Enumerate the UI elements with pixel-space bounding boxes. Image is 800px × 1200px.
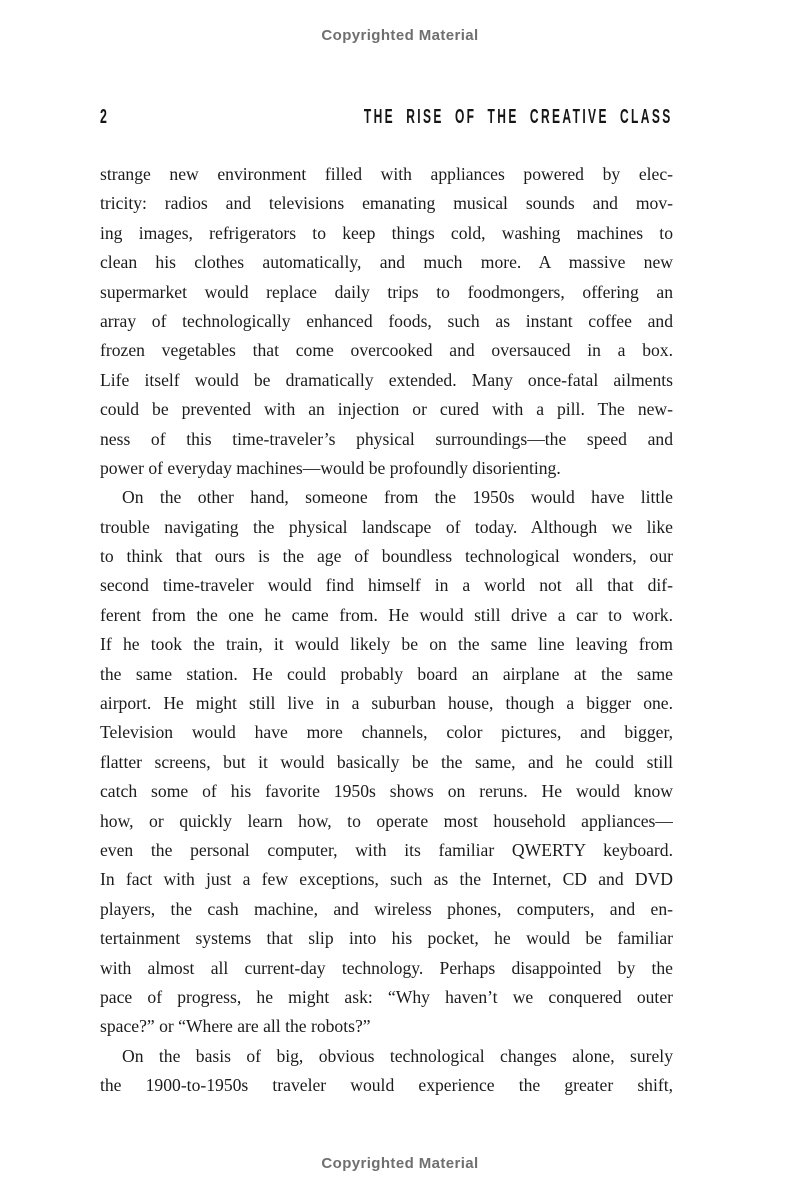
copyright-notice-top: Copyrighted Material: [321, 27, 479, 44]
text-line: tricity: radios and televisions emanating musical sounds and mov-: [100, 193, 673, 214]
text-line: the same station. He could probably board an airplane at the same: [100, 663, 673, 684]
text-line: second time-traveler would find himself in a world not all that dif-: [100, 575, 673, 596]
text-line: catch some of his favorite 1950s shows on reruns. He would know: [100, 781, 673, 802]
text-line: ing images, refrigerators to keep things cold, washing machines to: [100, 222, 673, 243]
text-line: tertainment systems that slip into his pocket, he would be familiar: [100, 928, 673, 949]
running-title: THE RISE OF THE CREATIVE CLASS: [364, 106, 673, 128]
text-line: strange new environment filled with appliances powered by elec-: [100, 164, 673, 184]
text-line: frozen vegetables that come overcooked and oversauced in a box.: [100, 340, 673, 361]
text-line: clean his clothes automatically, and much more. A massive new: [100, 252, 673, 273]
text-line: even the personal computer, with its familiar QWERTY keyboard.: [100, 839, 673, 860]
text-line: pace of progress, he might ask: “Why haven’t we conquered outer: [100, 986, 673, 1007]
text-line: ferent from the one he came from. He would still drive a car to work.: [100, 604, 673, 625]
text-line: ness of this time-traveler’s physical surroundings—the speed and: [100, 428, 673, 449]
text-line: airport. He might still live in a suburban house, though a bigger one.: [100, 693, 673, 714]
text-line: Television would have more channels, color pictures, and bigger,: [100, 722, 673, 743]
running-header: [100, 106, 673, 128]
text-line: flatter screens, but it would basically be the same, and he could still: [100, 751, 673, 772]
text-line: players, the cash machine, and wireless phones, computers, and en-: [100, 898, 673, 919]
text-line: power of everyday machines—would be profoundly disorienting.: [100, 457, 561, 478]
copyright-notice-bottom: Copyrighted Material: [321, 1155, 479, 1172]
text-line: On the basis of big, obvious technological changes alone, surely: [122, 1045, 673, 1066]
text-line: Life itself would be dramatically extended. Many once-fatal ailments: [100, 369, 673, 390]
text-line: array of technologically enhanced foods, such as instant coffee and: [100, 310, 673, 331]
text-line: the 1900-to-1950s traveler would experience the greater shift,: [100, 1075, 673, 1096]
page-number: 2: [100, 106, 107, 128]
text-line: In fact with just a few exceptions, such as the Internet, CD and DVD: [100, 869, 673, 890]
text-line: If he took the train, it would likely be on the same line leaving from: [100, 634, 673, 655]
page-body: [100, 160, 673, 1101]
text-line: how, or quickly learn how, to operate most household appliances—: [100, 810, 673, 831]
text-line: trouble navigating the physical landscape of today. Although we like: [100, 516, 673, 537]
text-line: with almost all current-day technology. Perhaps disappointed by the: [100, 957, 673, 978]
text-line: to think that ours is the age of boundless technological wonders, our: [100, 546, 673, 567]
text-line: supermarket would replace daily trips to foodmongers, offering an: [100, 281, 673, 302]
text-line: On the other hand, someone from the 1950s would have little: [122, 487, 673, 508]
text-line: space?” or “Where are all the robots?”: [100, 1016, 371, 1037]
text-line: could be prevented with an injection or cured with a pill. The new-: [100, 399, 673, 420]
